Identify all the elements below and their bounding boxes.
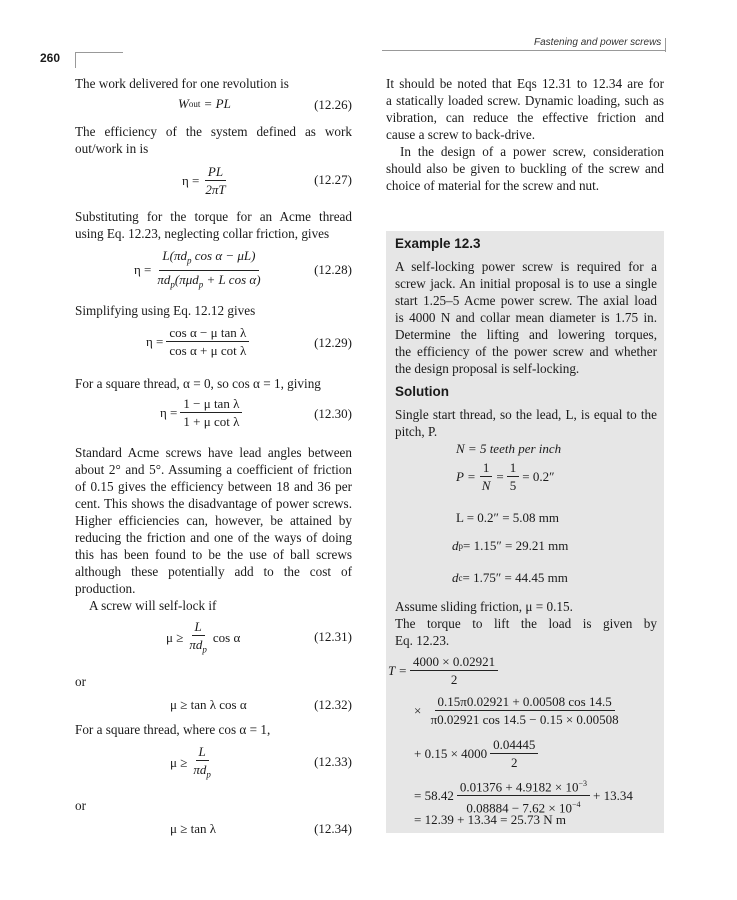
paragraph-line: of 0.15 gives the efficiency between 18 and 36 per [75,479,352,494]
page-number-rule-top [75,52,123,53]
eq-numerator: 4000 × 0.02921 [410,654,498,671]
equation-number: (12.26) [314,97,352,112]
equation-12-27 [182,164,232,197]
eq-text: N = 5 teeth per inch [456,441,562,456]
equation-12-34 [170,821,216,837]
eq-lhs: μ ≥ [166,630,184,646]
paragraph: The work delivered for one revolution is [75,76,289,91]
paragraph-line: cause a screw to back-drive. [386,127,536,142]
paragraph-line: should also be given to buckling of the screw and [386,161,664,176]
eq-text: = 12.39 + 13.34 = 25.73 N m [414,812,566,827]
equation-number: (12.31) [314,629,352,644]
equation-p [456,460,555,493]
equation-n [456,441,561,457]
equation-12-29 [146,325,252,358]
eq-lhs: T = [388,662,408,678]
eq-denominator: 2πT [205,182,226,197]
page-number: 260 [40,51,61,65]
solution-title: Solution [395,384,449,399]
equation-number: (12.30) [314,406,352,421]
header-rule [382,50,666,51]
equation-number: (12.29) [314,335,352,350]
paragraph-line: A self-locking power screw is required for a [395,259,657,274]
paragraph-line: Determine the lifting and lowering torques, [395,327,657,342]
eq-lhs: η = [160,404,178,420]
eq-text: μ ≥ tan λ cos α [170,697,247,712]
example-title: Example 12.3 [395,236,481,251]
paragraph-line: reducing the friction and one of the ways of doing [75,530,352,545]
eq-lhs: P = [456,468,476,484]
paragraph-line: cent. This shows the disadvantage of power screws. [75,496,352,511]
eq-numerator: L [196,744,209,761]
paragraph-line: Eq. 12.23. [395,633,450,648]
eq-term: + 13.34 [593,787,633,803]
eq-denominator: π0.02921 cos 14.5 − 0.15 × 0.00508 [430,712,619,727]
torque-eq-result [414,812,566,828]
page-number-rule [75,52,76,68]
paragraph-line: Single start thread, so the lead, L, is equal to the [395,407,657,422]
eq-lhs: W [178,96,189,111]
eq-exp: −4 [572,800,581,810]
paragraph-block [75,444,352,597]
eq-lhs: η = [182,172,200,188]
eq-sub: p [198,279,204,290]
eq-denominator: 5 [509,478,517,493]
eq-term: + 0.15 × 4000 [414,745,488,761]
equation-number: (12.28) [314,262,352,277]
eq-sub: c [458,573,463,583]
eq-rhs: = 1.15″ = 29.21 mm [463,538,569,553]
eq-denominator: πd [193,762,207,777]
paragraph-line: production. [75,581,136,596]
eq-numerator-rest: cos α − μL) [191,248,256,263]
paragraph-line: is 4000 N and collar mean diameter is 1.75 in. [395,310,657,325]
eq-term: = 58.42 [414,787,454,803]
paragraph-line: Higher efficiencies can, however, be attained by [75,513,352,528]
paragraph-line: out/work in is [75,141,149,156]
paragraph: For a square thread, α = 0, so cos α = 1, giving [75,376,321,391]
eq-numerator: L(πd [162,248,187,263]
equation-12-30 [160,396,245,429]
paragraph-line: Assume sliding friction, μ = 0.15. [395,599,573,614]
eq-rhs: = PL [203,96,231,111]
paragraph: Simplifying using Eq. 12.12 gives [75,303,256,318]
paragraph-line: In the design of a power screw, consideration [400,144,664,159]
paragraph-line: start 1.25–5 Acme power screw. The axial load [395,293,657,308]
eq-denominator: πd [189,637,203,652]
paragraph-line: choice of material for the screw and nut. [386,178,600,193]
equation-l [456,510,559,526]
eq-numerator: 0.01376 + 4.9182 × 10 [459,779,579,795]
eq-numerator: PL [205,164,226,181]
paragraph-line: vibration, can reduce the effective friction and [386,110,664,125]
eq-lhs: d [452,570,459,585]
eq-denominator: 2 [511,755,518,770]
paragraph: A screw will self-lock if [89,598,217,613]
eq-op: × [414,702,422,718]
eq-sub: p [458,541,463,551]
equation-12-31 [166,619,240,658]
eq-lhs: d [452,538,459,553]
paragraph: or [75,798,86,813]
running-head: Fastening and power screws [534,37,662,48]
eq-exp: −3 [578,779,588,788]
paragraph-line: using Eq. 12.23, neglecting collar friction, gives [75,226,330,241]
paragraph: or [75,674,86,689]
paragraph-line: a statically loaded screw. Dynamic loading, such as [386,93,664,108]
eq-sub: p [170,279,175,290]
eq-denominator: 1 + μ cot λ [183,414,240,429]
paragraph-line: the efficiency of the power screw and whether [395,344,657,359]
eq-numerator: 0.04445 [490,737,538,754]
eq-numerator: 1 − μ tan λ [180,396,242,413]
paragraph-line: pitch, P. [395,424,438,439]
eq-sub: p [186,255,192,266]
paragraph-line: this has been found to be the use of ball screws [75,547,352,562]
eq-rest: cos α [212,630,241,646]
eq-denominator: 0.08884 − 7.62 × 10 [466,800,573,816]
equation-12-33 [170,744,217,783]
eq-op: = [496,468,504,484]
eq-denominator: cos α + μ cot λ [169,343,247,358]
paragraph-line: The torque to lift the load is given by [395,616,657,631]
torque-eq-line1 [388,654,501,687]
equation-12-32 [170,697,247,713]
eq-lhs: μ ≥ [170,755,188,771]
torque-eq-line4 [414,776,633,816]
eq-denominator: πd [157,271,171,287]
eq-rhs: = 0.2″ [522,468,555,484]
paragraph-line: Standard Acme screws have lead angles between [75,445,352,460]
equation-number: (12.34) [314,821,352,836]
eq-numerator: 1 [507,460,520,477]
paragraph-line: screw jack. An initial proposal is to use a single [395,276,657,291]
paragraph-line: although these potentially add to the cost of [75,564,352,579]
eq-numerator: L [192,619,205,636]
equation-dc [452,570,568,586]
eq-sub: out [188,99,201,109]
eq-sub: p [202,644,207,655]
eq-rhs: = 1.75″ = 44.45 mm [462,570,568,585]
eq-denominator: N [481,478,491,493]
eq-denominator: 2 [450,672,458,687]
eq-numerator: 0.15π0.02921 + 0.00508 cos 14.5 [435,694,615,711]
equation-number: (12.33) [314,754,352,769]
equation-dp [452,538,568,554]
paragraph-block [386,75,664,194]
eq-numerator: 1 [480,460,493,477]
paragraph-line: Substituting for the torque for an Acme thread [75,209,352,224]
equation-number: (12.32) [314,697,352,712]
torque-eq-line3 [414,737,541,770]
paragraph-line: about 2° and 5°. Assuming a coefficient of friction [75,462,352,477]
eq-lhs: η = [134,262,152,278]
equation-number: (12.27) [314,172,352,187]
paragraph: For a square thread, where cos α = 1, [75,722,271,737]
paragraph-line: the design proposal is self-locking. [395,361,580,376]
eq-denominator-rest: + L cos α) [203,271,261,287]
example-body [395,258,657,377]
eq-sub: p [206,769,211,780]
equation-12-28 [134,248,267,292]
torque-eq-line2 [414,694,625,727]
paragraph-line: The efficiency of the system defined as work [75,124,352,139]
equation-12-26 [178,96,231,112]
eq-text: μ ≥ tan λ [170,821,217,836]
eq-denominator-mid: (πμd [174,271,199,287]
eq-numerator: cos α − μ tan λ [166,325,249,342]
eq-text: L = 0.2″ = 5.08 mm [456,510,560,525]
eq-lhs: η = [146,333,164,349]
paragraph-line: It should be noted that Eqs 12.31 to 12.34 are for [386,76,664,91]
